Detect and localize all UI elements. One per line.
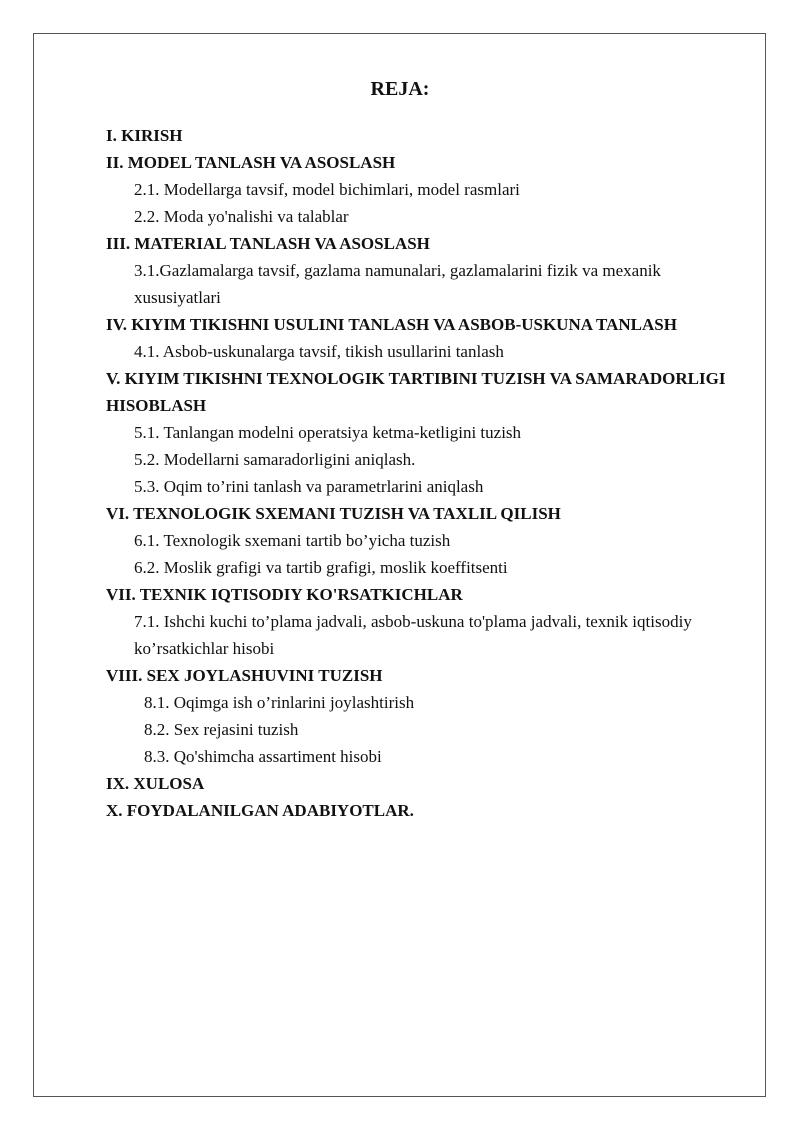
- subsection-4-1: 4.1. Asbob-uskunalarga tavsif, tikish usullarini tanlash: [134, 342, 504, 361]
- subsection-7-1: 7.1. Ishchi kuchi to’plama jadvali, asbob-uskuna to'plama jadvali, texnik iqtisodiy ko’rsatkichlar hisobi: [134, 612, 692, 658]
- subsection-8-1: 8.1. Oqimga ish o’rinlarini joylashtirish: [144, 693, 415, 712]
- subsection-2-2: 2.2. Moda yo'nalishi va talablar: [134, 207, 349, 226]
- section-heading-2: II. MODEL TANLASH VA ASOSLASH: [106, 153, 396, 172]
- section-heading-10: X. FOYDALANILGAN ADABIYOTLAR.: [106, 801, 414, 820]
- section-heading-3: III. MATERIAL TANLASH VA ASOSLASH: [106, 234, 430, 253]
- section-heading-7: VII. TEXNIK IQTISODIY KO'RSATKICHLAR: [106, 585, 463, 604]
- subsection-3-1: 3.1.Gazlamalarga tavsif, gazlama namunalari, gazlamalarini fizik va mexanik xususiyatlari: [134, 261, 661, 307]
- section-heading-5: V. KIYIM TIKISHNI TEXNOLOGIK TARTIBINI TUZISH VA SAMARADORLIGI HISOBLASH: [106, 369, 726, 415]
- subsection-5-3: 5.3. Oqim to’rini tanlash va parametrlarini aniqlash: [134, 477, 484, 496]
- page-title: REJA:: [370, 78, 430, 100]
- subsection-2-1: 2.1. Modellarga tavsif, model bichimlari, model rasmlari: [134, 180, 520, 199]
- section-heading-4: IV. KIYIM TIKISHNI USULINI TANLASH VA ASBOB-USKUNA TANLASH: [106, 315, 677, 334]
- section-heading-9: IX. XULOSA: [106, 774, 205, 793]
- section-heading-6: VI. TEXNOLOGIK SXEMANI TUZISH VA TAXLIL QILISH: [106, 504, 561, 523]
- subsection-8-3: 8.3. Qo'shimcha assartiment hisobi: [144, 747, 382, 766]
- subsection-8-2: 8.2. Sex rejasini tuzish: [144, 720, 299, 739]
- table-of-contents: [106, 122, 736, 824]
- subsection-5-2: 5.2. Modellarni samaradorligini aniqlash.: [134, 450, 416, 469]
- subsection-6-2: 6.2. Moslik grafigi va tartib grafigi, moslik koeffitsenti: [134, 558, 508, 577]
- subsection-6-1: 6.1. Texnologik sxemani tartib bo’yicha tuzish: [134, 531, 451, 550]
- subsection-5-1: 5.1. Tanlangan modelni operatsiya ketma-ketligini tuzish: [134, 423, 522, 442]
- section-heading-1: I. KIRISH: [106, 126, 183, 145]
- section-heading-8: VIII. SEX JOYLASHUVINI TUZISH: [106, 666, 383, 685]
